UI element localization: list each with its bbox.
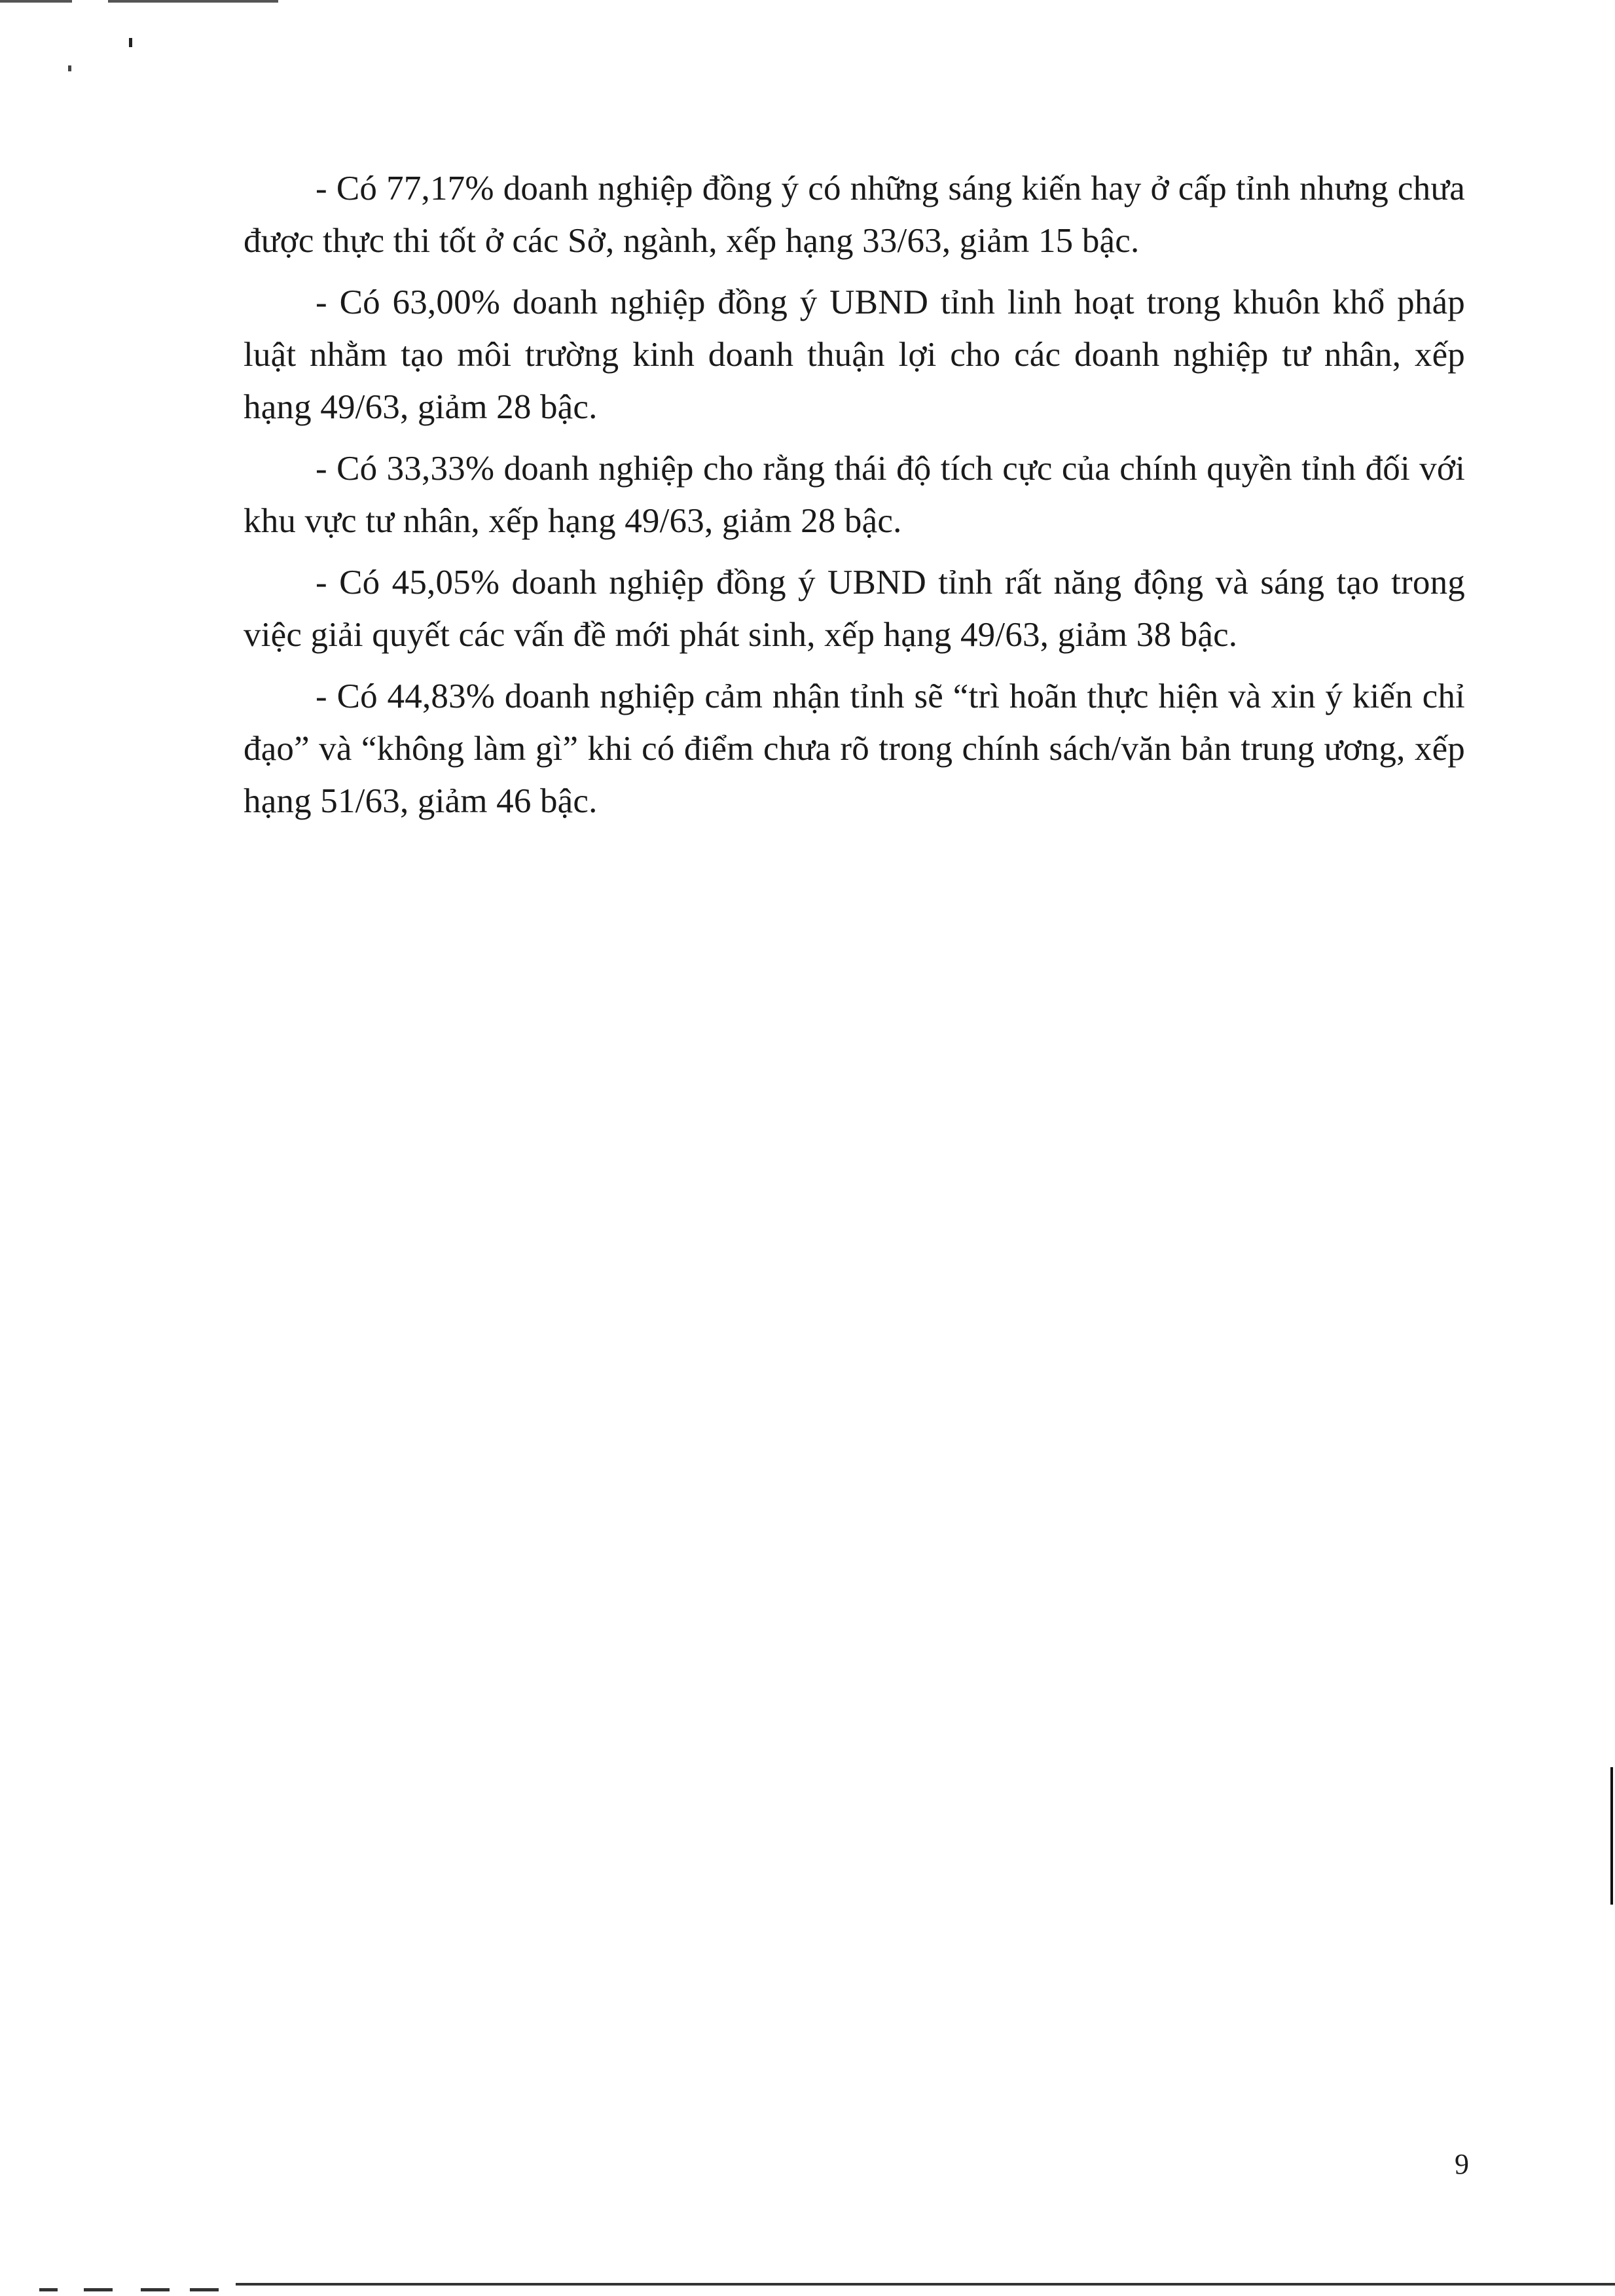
scan-bottom-dash <box>39 2288 58 2291</box>
document-body <box>244 162 1465 836</box>
scan-bottom-dash <box>141 2288 170 2291</box>
page-number: 9 <box>1455 2148 1469 2180</box>
scan-mark-top <box>108 0 278 3</box>
scan-speck <box>68 65 71 71</box>
bullet-paragraph: - Có 63,00% doanh nghiệp đồng ý UBND tỉnh linh hoạt trong khuôn khổ pháp luật nhằm tạo môi trường kinh doanh thuận lợi cho các doanh nghiệp tư nhân, xếp hạng 49/63, giảm 28 bậc. <box>244 283 1465 426</box>
bullet-paragraph: - Có 44,83% doanh nghiệp cảm nhận tỉnh sẽ “trì hoãn thực hiện và xin ý kiến chỉ đạo” và “không làm gì” khi có điểm chưa rõ trong chính sách/văn bản trung ương, xếp hạng 51/63, giảm 46 bậc. <box>244 677 1465 820</box>
bullet-paragraph: - Có 33,33% doanh nghiệp cho rằng thái độ tích cực của chính quyền tỉnh đối với khu vực tư nhân, xếp hạng 49/63, giảm 28 bậc. <box>244 450 1465 540</box>
bullet-paragraph: - Có 45,05% doanh nghiệp đồng ý UBND tỉnh rất năng động và sáng tạo trong việc giải quyết các vấn đề mới phát sinh, xếp hạng 49/63, giảm 38 bậc. <box>244 564 1465 654</box>
bullet-paragraph: - Có 77,17% doanh nghiệp đồng ý có những sáng kiến hay ở cấp tỉnh nhưng chưa được thực thi tốt ở các Sở, ngành, xếp hạng 33/63, giảm 15 bậc. <box>244 170 1465 260</box>
scan-bottom-line <box>236 2283 1615 2286</box>
scan-mark-top-left <box>0 0 72 3</box>
scan-bottom-dash <box>84 2288 113 2291</box>
scan-bottom-dash <box>190 2288 219 2291</box>
scan-edge-mark <box>1610 1767 1613 1905</box>
scan-speck <box>129 38 132 47</box>
